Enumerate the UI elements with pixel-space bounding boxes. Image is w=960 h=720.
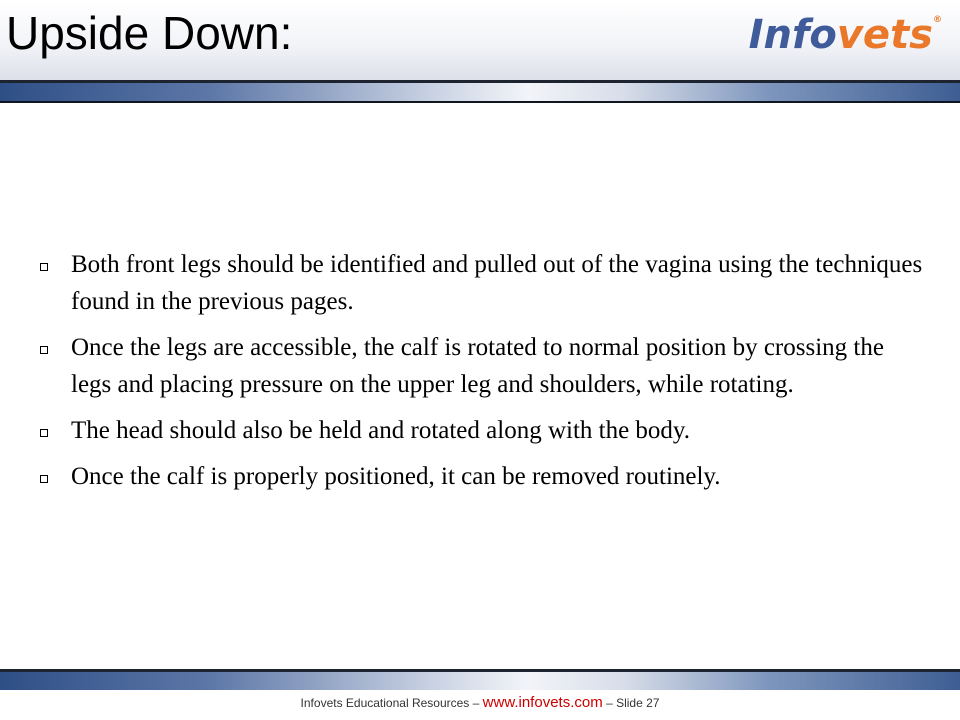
bullet-text: Once the legs are accessible, the calf is rotated to normal position by crossing the legs and placing pressure on the upper leg and shoulders, while rotating.: [71, 334, 884, 398]
square-bullet-icon: [40, 475, 48, 483]
header-band-underline: [0, 101, 960, 103]
list-item: [40, 246, 930, 320]
bullet-list: [40, 246, 930, 504]
footer-slide-number: – Slide 27: [606, 696, 660, 710]
infovets-logo: [748, 12, 942, 58]
footer-gradient-band: [0, 672, 960, 690]
header-gradient-band: [0, 83, 960, 101]
list-item: [40, 458, 930, 495]
square-bullet-icon: [40, 263, 48, 271]
slide-header: [0, 0, 960, 80]
footer-prefix: Infovets Educational Resources –: [300, 696, 480, 710]
bullet-text: Once the calf is properly positioned, it can be removed routinely.: [71, 463, 721, 490]
list-item: [40, 412, 930, 449]
bullet-text: Both front legs should be identified and pulled out of the vagina using the techniques found in the previous pages.: [71, 251, 923, 315]
list-item: [40, 329, 930, 403]
square-bullet-icon: [40, 346, 48, 354]
slide-title: Upside Down:: [6, 7, 293, 59]
bullet-text: The head should also be held and rotated along with the body.: [71, 417, 691, 444]
logo-text-vets: vets: [836, 12, 933, 58]
square-bullet-icon: [40, 429, 48, 437]
footer-url-link[interactable]: www.infovets.com: [482, 694, 603, 711]
slide-footer: [0, 694, 960, 711]
registered-mark: ®: [933, 15, 942, 25]
logo-text-info: Info: [748, 12, 837, 58]
